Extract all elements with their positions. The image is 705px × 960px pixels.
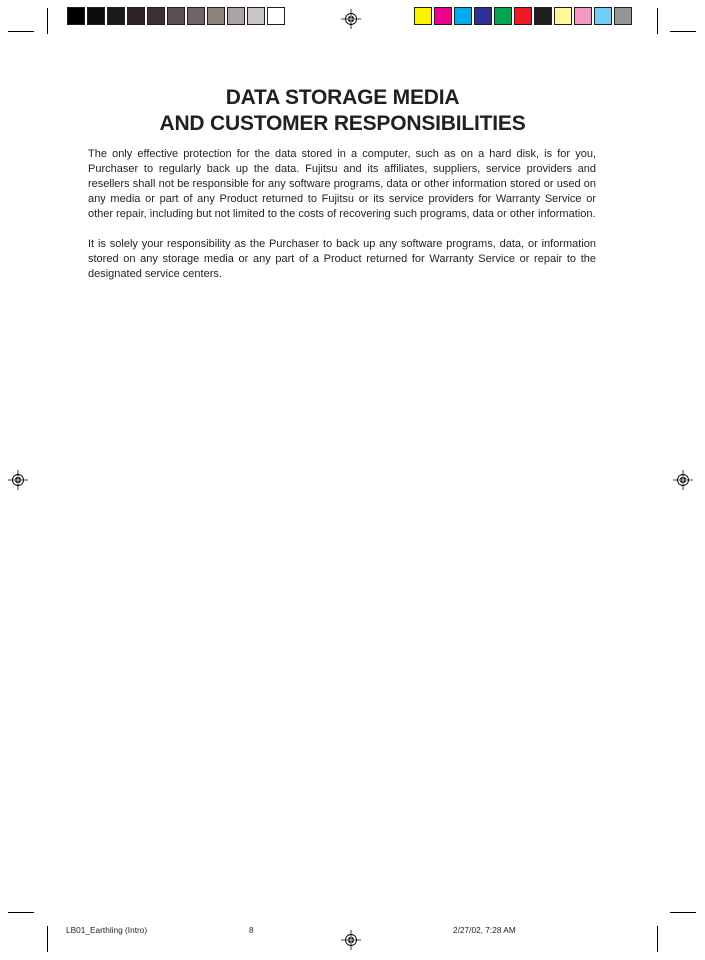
color-swatch xyxy=(434,7,452,25)
color-swatch xyxy=(267,7,285,25)
color-swatch xyxy=(454,7,472,25)
title-line-2: AND CUSTOMER RESPONSIBILITIES xyxy=(159,112,526,135)
color-swatch xyxy=(614,7,632,25)
color-swatch xyxy=(594,7,612,25)
color-swatch xyxy=(554,7,572,25)
footer-timestamp: 2/27/02, 7:28 AM xyxy=(453,925,516,935)
color-swatch xyxy=(127,7,145,25)
color-swatch xyxy=(147,7,165,25)
crop-mark xyxy=(8,31,34,32)
registration-mark-icon xyxy=(8,470,28,490)
footer-file-name: LB01_Earthling (Intro) xyxy=(66,925,148,935)
crop-mark xyxy=(657,8,658,34)
color-swatch xyxy=(474,7,492,25)
color-swatch xyxy=(67,7,85,25)
grayscale-color-bar xyxy=(67,7,287,25)
footer-page-number: 8 xyxy=(249,925,254,935)
crop-mark xyxy=(670,912,696,913)
color-swatch xyxy=(167,7,185,25)
color-swatch xyxy=(514,7,532,25)
body-text xyxy=(88,147,596,297)
process-color-bar xyxy=(414,7,634,25)
color-swatch xyxy=(247,7,265,25)
crop-mark xyxy=(8,912,34,913)
registration-mark-icon xyxy=(341,930,361,950)
crop-mark xyxy=(657,926,658,952)
registration-mark-icon xyxy=(341,9,361,29)
paragraph: It is solely your responsibility as the Purchaser to back up any software programs, data, or information stored on any storage media or any part of a Product returned for Warranty Service or repair to the designated service centers. xyxy=(88,238,596,280)
color-swatch xyxy=(227,7,245,25)
color-swatch xyxy=(87,7,105,25)
crop-mark xyxy=(670,31,696,32)
color-swatch xyxy=(207,7,225,25)
color-swatch xyxy=(574,7,592,25)
crop-mark xyxy=(47,926,48,952)
registration-mark-icon xyxy=(673,470,693,490)
paragraph: The only effective protection for the data stored in a computer, such as on a hard disk, is for you, Purchaser to regularly back up the data. Fujitsu and its affiliates, suppliers, service providers and resellers shall not be responsible for any software programs, data or other information stored or used on any media or part of any Product returned to Fujitsu or its service providers for Warranty Service or other repair, including but not limited to the costs of recovering such programs, data or other information. xyxy=(88,148,596,220)
color-swatch xyxy=(494,7,512,25)
color-swatch xyxy=(107,7,125,25)
crop-mark xyxy=(47,8,48,34)
title-line-1: DATA STORAGE MEDIA xyxy=(225,86,460,109)
page-title xyxy=(0,85,685,137)
color-swatch xyxy=(414,7,432,25)
color-swatch xyxy=(187,7,205,25)
color-swatch xyxy=(534,7,552,25)
